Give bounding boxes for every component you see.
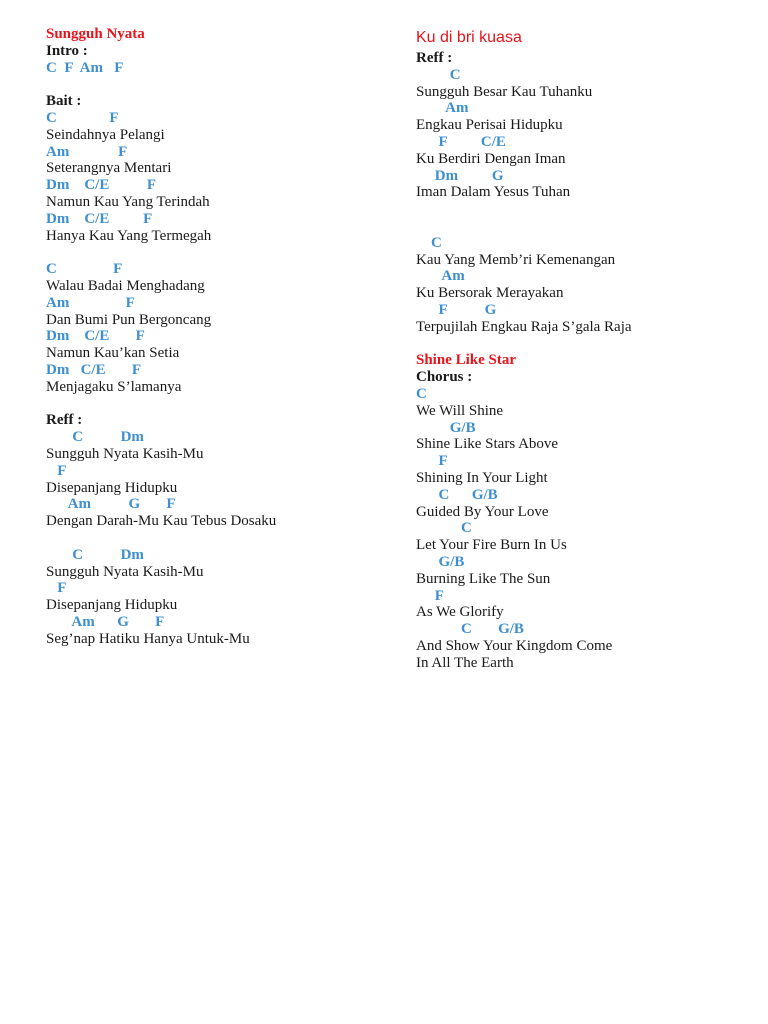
lyric-line: Sungguh Besar Kau Tuhanku xyxy=(416,83,593,100)
chord-line: Am F xyxy=(46,294,135,311)
song-title: Sungguh Nyata xyxy=(46,26,145,42)
section-label: Reff : xyxy=(46,412,83,429)
chord-line: Am xyxy=(416,268,465,285)
chord-line: Dm C/E F xyxy=(46,177,156,194)
chord-line: C F xyxy=(46,261,123,278)
lyric-line: Disepanjang Hidupku xyxy=(46,479,178,496)
chord-line: C F Am F xyxy=(46,59,124,76)
chord-line: C xyxy=(416,385,427,402)
blank-line xyxy=(46,244,376,261)
blank-line xyxy=(416,336,746,353)
chord-line: G/B xyxy=(416,553,465,570)
song-column-left xyxy=(46,26,376,647)
lyric-line: Shine Like Stars Above xyxy=(416,436,559,453)
chord-line: Dm G xyxy=(416,167,504,184)
lyric-line: Ku Berdiri Dengan Iman xyxy=(416,150,566,167)
lyric-line: Disepanjang Hidupku xyxy=(46,597,178,614)
lyric-line: Sungguh Nyata Kasih-Mu xyxy=(46,445,204,462)
lyric-line: Seindahnya Pelangi xyxy=(46,126,165,143)
section-label: Chorus : xyxy=(416,369,473,386)
blank-line xyxy=(46,76,376,93)
lyric-line: Dan Bumi Pun Bergoncang xyxy=(46,311,212,328)
chord-line: F xyxy=(416,587,444,604)
chord-line: F C/E xyxy=(416,133,506,150)
lyric-line: Engkau Perisai Hidupku xyxy=(416,117,563,134)
section-label: Bait : xyxy=(46,93,82,110)
song-body xyxy=(46,43,376,648)
lyric-line: Terpujilah Engkau Raja S’gala Raja xyxy=(416,318,632,335)
lyric-line: And Show Your Kingdom Come xyxy=(416,637,613,654)
blank-line xyxy=(46,530,376,547)
section-label: Reff : xyxy=(416,50,453,66)
song-column-right xyxy=(416,26,746,671)
lyric-line: Namun Kau Yang Terindah xyxy=(46,193,210,210)
chord-line: C Dm xyxy=(46,429,144,446)
lyric-line: Menjagaku S’lamanya xyxy=(46,378,182,395)
lyric-line: Let Your Fire Burn In Us xyxy=(416,537,567,554)
lyric-line: Hanya Kau Yang Termegah xyxy=(46,227,212,244)
chord-line: G/B xyxy=(416,419,476,436)
lyric-line: Guided By Your Love xyxy=(416,503,549,520)
song-title: Shine Like Star xyxy=(416,352,517,369)
chord-line: Am G F xyxy=(46,496,176,513)
chord-line: F xyxy=(416,453,448,470)
lyric-line: Dengan Darah-Mu Kau Tebus Dosaku xyxy=(46,513,277,530)
blank-line xyxy=(46,396,376,413)
lyric-line: We Will Shine xyxy=(416,402,504,419)
blank-line xyxy=(416,218,746,235)
lyric-line: Ku Bersorak Merayakan xyxy=(416,285,564,302)
chord-line: F xyxy=(46,580,67,597)
lyric-line: As We Glorify xyxy=(416,604,504,621)
chord-line: C xyxy=(416,520,472,537)
chord-line: C xyxy=(416,66,461,83)
section-label: Intro : xyxy=(46,42,88,59)
song-title: Ku di bri kuasa xyxy=(416,29,522,46)
chord-line: C F xyxy=(46,109,119,126)
lyric-line: Namun Kau’kan Setia xyxy=(46,345,180,362)
chord-line: C G/B xyxy=(416,621,524,638)
lyric-line: Walau Badai Menghadang xyxy=(46,277,205,294)
lyric-line: Kau Yang Memb’ri Kemenangan xyxy=(416,251,616,268)
blank-line xyxy=(416,201,746,218)
lyric-line: In All The Earth xyxy=(416,654,514,671)
chord-line: C G/B xyxy=(416,486,498,503)
lyric-line: Shining In Your Light xyxy=(416,469,548,486)
chord-line: Dm C/E F xyxy=(46,210,153,227)
lyric-line: Sungguh Nyata Kasih-Mu xyxy=(46,563,204,580)
chord-line: Am xyxy=(416,100,469,117)
song-body xyxy=(416,50,746,671)
lyric-line: Seterangnya Mentari xyxy=(46,160,172,177)
chord-line: C xyxy=(416,234,442,251)
chord-line: F xyxy=(46,462,67,479)
lyric-line: Burning Like The Sun xyxy=(416,570,551,587)
lyric-line: Iman Dalam Yesus Tuhan xyxy=(416,184,571,201)
chord-line: Dm C/E F xyxy=(46,328,145,345)
lyric-line: Seg’nap Hatiku Hanya Untuk-Mu xyxy=(46,630,250,647)
chord-line: C Dm xyxy=(46,546,144,563)
chord-line: F G xyxy=(416,301,497,318)
chord-line: Am F xyxy=(46,143,128,160)
chord-line: Am G F xyxy=(46,613,165,630)
chord-line: Dm C/E F xyxy=(46,361,141,378)
